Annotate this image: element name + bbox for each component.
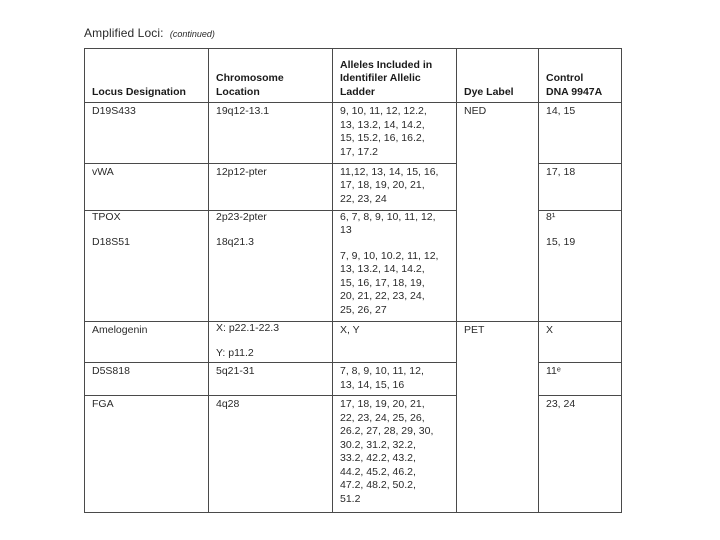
- control-cell: [539, 163, 622, 210]
- table-caption: [84, 26, 215, 40]
- cell-text: 11,12, 13, 14, 15, 16,: [340, 165, 439, 178]
- header-line: Locus Designation: [92, 85, 186, 98]
- chromosome-cell-entry: [216, 236, 328, 250]
- chromosome-cell: [209, 363, 333, 396]
- table-row: [85, 321, 622, 362]
- locus-cell-entry: [92, 365, 204, 379]
- cell-text: Amelogenin: [92, 323, 148, 336]
- cell-text: 17, 18, 19, 20, 21,: [340, 398, 425, 411]
- cell-text: D5S818: [92, 365, 130, 378]
- cell-text: 17, 18, 19, 20, 21,: [340, 179, 425, 192]
- alleles-cell: [333, 163, 457, 210]
- control-cell: [539, 321, 622, 362]
- control-cell-entry: [546, 211, 617, 225]
- chromosome-cell-entry: [216, 322, 328, 336]
- cell-text: 2p23-2pter: [216, 210, 267, 223]
- header-line: Alleles Included in: [340, 58, 433, 71]
- chromosome-cell-entry: [216, 166, 328, 180]
- header-control-dna: [539, 49, 622, 103]
- cell-text: 8¹: [546, 210, 556, 223]
- cell-text: 15, 19: [546, 236, 576, 249]
- cell-text: 13, 14, 15, 16: [340, 378, 405, 391]
- header-line: Control: [546, 72, 584, 84]
- alleles-cell: [333, 210, 457, 321]
- chromosome-cell: [209, 103, 333, 164]
- dye-label-cell: [457, 321, 539, 512]
- control-cell-entry: [546, 398, 617, 412]
- dye-label-cell: [457, 103, 539, 322]
- table-row: [85, 396, 622, 513]
- alleles-cell-entry: [340, 398, 452, 506]
- header-line: Dye Label: [464, 85, 514, 98]
- locus-cell: [85, 396, 209, 513]
- cell-text: 7, 8, 9, 10, 11, 12,: [340, 365, 424, 378]
- cell-text: 17, 17.2: [340, 145, 378, 158]
- chromosome-cell-entry: [216, 365, 328, 379]
- control-cell: [539, 210, 622, 321]
- chromosome-cell: [209, 163, 333, 210]
- locus-cell-entry: [92, 105, 204, 119]
- chromosome-cell: [209, 210, 333, 321]
- control-cell: [539, 396, 622, 513]
- chromosome-cell: [209, 321, 333, 362]
- alleles-cell-entry: [340, 105, 452, 159]
- cell-text: Y: p11.2: [216, 347, 254, 360]
- cell-text: 15, 16, 17, 18, 19,: [340, 276, 425, 289]
- alleles-cell-entry: [340, 365, 452, 392]
- cell-text: D19S433: [92, 105, 136, 117]
- locus-cell: [85, 363, 209, 396]
- chromosome-cell: [209, 396, 333, 513]
- header-row: [85, 49, 622, 103]
- locus-cell-entry: [92, 324, 204, 338]
- header-line: Location: [216, 85, 260, 98]
- locus-cell: [85, 163, 209, 210]
- cell-text: D18S51: [92, 236, 130, 249]
- control-cell-entry: [546, 365, 617, 379]
- cell-text: TPOX: [92, 210, 121, 223]
- control-cell: [539, 363, 622, 396]
- locus-cell-entry: [92, 236, 204, 250]
- alleles-cell: [333, 396, 457, 513]
- cell-text: 13, 13.2, 14, 14.2,: [340, 263, 425, 276]
- alleles-cell-entry: [340, 324, 452, 338]
- cell-text: 20, 21, 22, 23, 24,: [340, 290, 425, 303]
- cell-text: 7, 9, 10, 10.2, 11, 12,: [340, 249, 439, 262]
- cell-text: 12p12-pter: [216, 165, 267, 178]
- control-cell-entry: [546, 324, 617, 338]
- cell-text: 22, 23, 24, 25, 26,: [340, 411, 425, 424]
- cell-text: 9, 10, 11, 12, 12.2,: [340, 105, 427, 117]
- cell-text: X, Y: [340, 323, 360, 336]
- cell-text: vWA: [92, 165, 114, 178]
- chromosome-cell-entry: [216, 211, 328, 225]
- cell-text: 51.2: [340, 492, 361, 505]
- cell-text: 13, 13.2, 14, 14.2,: [340, 118, 425, 131]
- caption-title: Amplified Loci:: [84, 26, 164, 40]
- cell-text: 26.2, 27, 28, 29, 30,: [340, 425, 434, 438]
- cell-text: 22, 23, 24: [340, 192, 387, 205]
- cell-text: 11ᵉ: [546, 365, 561, 378]
- cell-text: 18q21.3: [216, 236, 254, 249]
- alleles-cell: [333, 103, 457, 164]
- cell-text: 44.2, 45.2, 46.2,: [340, 465, 416, 478]
- cell-text: X: p22.1-22.3: [216, 321, 280, 334]
- alleles-cell-entry: [340, 211, 452, 238]
- table-row: [85, 103, 622, 164]
- cell-text: 23, 24: [546, 398, 576, 411]
- amplified-loci-table: [84, 48, 622, 513]
- locus-cell: [85, 103, 209, 164]
- header-chromosome-location: [209, 49, 333, 103]
- dye-label-text: PET: [464, 323, 485, 336]
- control-cell-entry: [546, 236, 617, 250]
- header-alleles-included: [333, 49, 457, 103]
- table-row: [85, 363, 622, 396]
- chromosome-cell-entry: [216, 398, 328, 412]
- header-line: Ladder: [340, 85, 376, 98]
- locus-cell-entry: [92, 166, 204, 180]
- control-cell-entry: [546, 166, 617, 180]
- locus-cell-entry: [92, 211, 204, 225]
- cell-text: 4q28: [216, 398, 240, 411]
- cell-text: FGA: [92, 398, 114, 411]
- header-dye-label: [457, 49, 539, 103]
- chromosome-cell-entry: [216, 347, 328, 361]
- cell-text: 15, 15.2, 16, 16.2,: [340, 132, 425, 144]
- alleles-cell: [333, 363, 457, 396]
- header-line: DNA 9947A: [546, 85, 603, 98]
- locus-cell: [85, 321, 209, 362]
- header-line: Identifiler Allelic: [340, 72, 421, 84]
- cell-text: 17, 18: [546, 165, 576, 178]
- control-cell: [539, 103, 622, 164]
- alleles-cell: [333, 321, 457, 362]
- alleles-cell-entry: [340, 250, 452, 318]
- cell-text: 47.2, 48.2, 50.2,: [340, 479, 416, 492]
- caption-subtitle: (continued): [169, 29, 215, 39]
- control-cell-entry: [546, 105, 617, 119]
- cell-text: 19q12-13.1: [216, 105, 270, 117]
- cell-text: 14, 15: [546, 105, 576, 117]
- dye-label-text: NED: [464, 105, 487, 117]
- cell-text: 13: [340, 224, 352, 237]
- alleles-cell-entry: [340, 166, 452, 207]
- table-body: [85, 103, 622, 513]
- table-row: [85, 210, 622, 321]
- cell-text: 33.2, 42.2, 43.2,: [340, 452, 416, 465]
- cell-text: X: [546, 323, 554, 336]
- cell-text: 25, 26, 27: [340, 303, 387, 316]
- chromosome-cell-entry: [216, 105, 328, 119]
- table-row: [85, 163, 622, 210]
- locus-cell: [85, 210, 209, 321]
- cell-text: 6, 7, 8, 9, 10, 11, 12,: [340, 210, 436, 223]
- locus-cell-entry: [92, 398, 204, 412]
- cell-text: 30.2, 31.2, 32.2,: [340, 438, 416, 451]
- header-locus-designation: [85, 49, 209, 103]
- header-line: Chromosome: [216, 72, 284, 84]
- cell-text: 5q21-31: [216, 365, 255, 378]
